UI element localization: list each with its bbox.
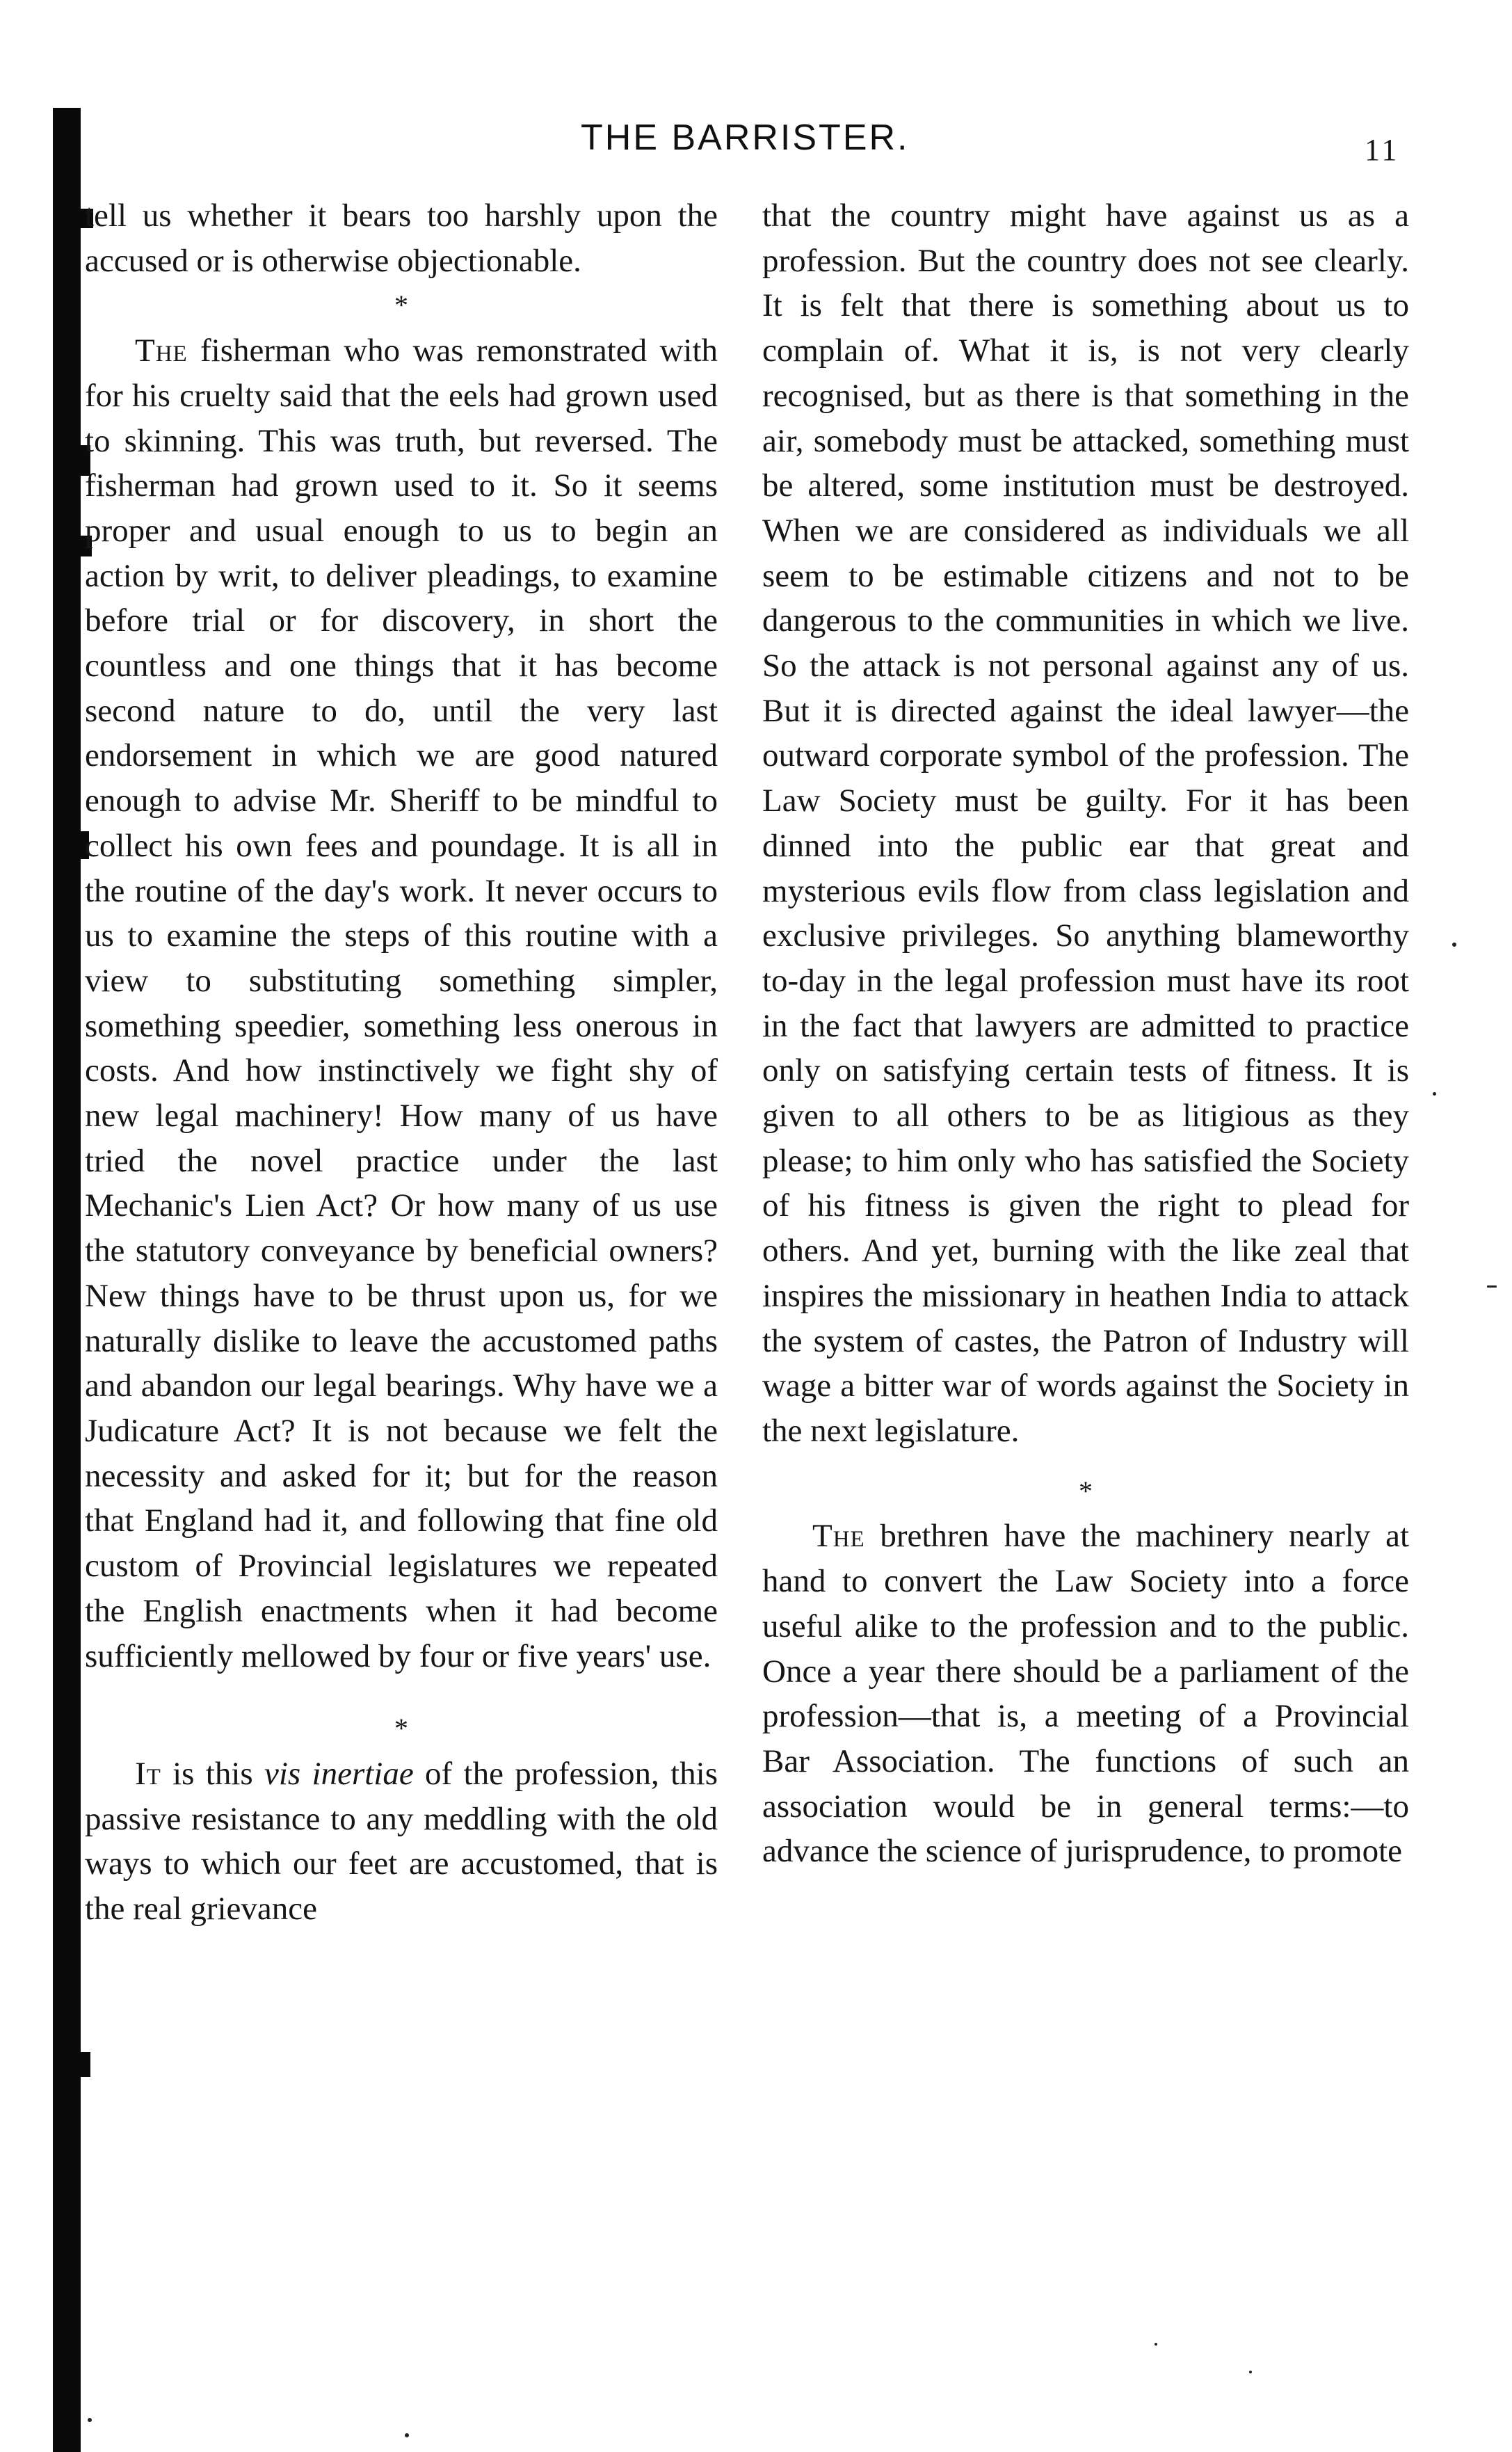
- right-paragraph-1: that the country might have against us as a profession. But the country does not see clearly. It is felt that there is something about us to complain of. What it is, is not very clearly recognised, but as there is that something in the air, somebody must be attacked, something must be altered, some institution must be destroyed. When we are considered as individuals we all seem to be estimable citizens and not to be dangerous to the communities in which we live. So the attack is not personal against any of us. But it is directed against the ideal lawyer—the outward corporate symbol of the profession. The Law Society must be guilty. For it has been dinned into the public ear that great and mysterious evils flow from class legislation and exclusive privileges. So anything blameworthy to-day in the legal profession must have its root in the fact that lawyers are admitted to practice only on satisfying certain tests of fitness. It is given to all others to be as litigious as they please; to him only who has satisfied the Society of his fitness is given the right to plead for others. And yet, burning with the like zeal that inspires the missionary in heathen India to attack the system of castes, the Patron of Industry will wage a bitter war of words against the Society in the next legislature.: [762, 198, 1409, 1449]
- left-paragraph-3-post: of the profession, this passive resistance to any meddling with the old ways to which our feet are accustomed, that is the real grievance: [85, 1755, 718, 1928]
- scan-speck: [88, 2418, 92, 2422]
- right-paragraph-2: [762, 1514, 1409, 1874]
- scan-speck: [405, 2433, 409, 2437]
- left-paragraph-1: tell us whether it bears too harshly upon the accused or is otherwise objectionable.: [85, 198, 718, 279]
- running-title: THE BARRISTER.: [581, 118, 910, 158]
- left-paragraph-2-body: fisherman who was remonstrated with for his cruelty said that the eels had grown used to skinning. This was truth, but reversed. The fisherman had grown used to it. So it seems proper and usual enough to us to begin an action by writ, to deliver pleadings, to examine before trial or for discovery, in short the countless and one things that it has become second nature to do, until the very last endorsement in which we are good natured enough to advise Mr. Sheriff to be mindful to collect his own fees and poundage. It is all in the routine of the day's work. It never occurs to us to examine the steps of this routine with a view to substituting something simpler, something speedier, something less onerous in costs. And how instinctively we fight shy of new legal machinery! How many of us have tried the novel practice under the last Mechanic's Lien Act? Or how many of us use the statutory conveyance by beneficial owners? New things have to be thrust upon us, for we naturally dislike to leave the accustomed paths and abandon our legal bearings. Why have we a Judicature Act? It is not because we felt the necessity and asked for it; but for the reason that England had it, and following that fine old custom of Provincial legislatures we repeated the English enactments when it had become sufficiently mellowed by four or five years' use.: [85, 332, 718, 1674]
- scan-speck: [1487, 1285, 1497, 1288]
- page-number: 11: [1365, 133, 1400, 167]
- binding-shadow-notch: [81, 2052, 90, 2077]
- binding-shadow: [53, 108, 81, 2452]
- scan-speck: [1452, 943, 1456, 947]
- section-separator: *: [394, 1713, 408, 1745]
- right-paragraph-2-body: brethren have the machinery nearly at hand to convert the Law Society into a force useful alike to the profession and to the public. Once a year there should be a parliament of the profession—that is, a meeting of a Provincial Bar Association. The functions of such an association would be in general terms:—to advance the science of jurisprudence, to promote: [762, 1518, 1409, 1870]
- paragraph-lead-word: The: [812, 1518, 865, 1555]
- section-separator: *: [394, 289, 408, 321]
- scan-speck: [1433, 1092, 1436, 1096]
- latin-phrase: vis inertiae: [264, 1755, 414, 1792]
- section-separator: *: [1079, 1475, 1093, 1507]
- left-paragraph-3: [85, 1752, 718, 1932]
- left-column: [85, 193, 718, 1932]
- paragraph-lead-word: The: [135, 332, 188, 369]
- running-header: [0, 117, 1512, 173]
- right-column: [762, 193, 1409, 1874]
- scan-speck: [1155, 2343, 1157, 2346]
- left-paragraph-2: [85, 328, 718, 1678]
- scan-speck: [1249, 2371, 1252, 2373]
- paragraph-lead-word: It: [135, 1755, 161, 1792]
- left-paragraph-3-pre: is this: [172, 1755, 253, 1792]
